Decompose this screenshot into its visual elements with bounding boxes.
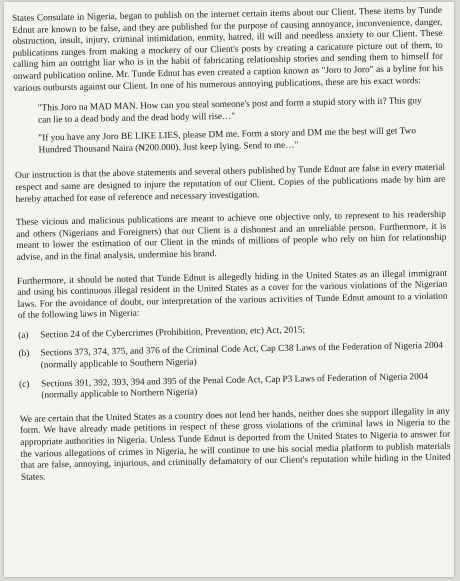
paragraph-malicious: These vicious and malicious publications are meant to achieve one objective only, to represent to his readership and others (Nigerians and Foreigners) that our Client is a dishonest and an unreliable person. Furthermore, it is meant to lower the estimation of our Client in the minds of millions of people who rely on him for relationship advise, and in the final analysis, undermine his brand. xyxy=(15,209,447,263)
list-item xyxy=(18,341,448,372)
document-page xyxy=(4,2,454,577)
paragraph-publications: States Consulate in Nigeria, began to publish on the internet certain items about our Client. These items by Tunde Ednut are known to be false, and they are published for the purpose of causing annoyance, inconvenience, danger, obstruction, insult, injury, criminal intimidation, enmity, hatred, ill will and needless anxiety to our Client. These publications ranges from making a mockery of our Client's posts by creating a caricature picture out of them, to calling him an outright liar who is in the habit of fabricating relationship stories and sending them to himself for onward publication online. Mr. Tunde Ednut has even created a caption known as "Joro to Joro" as a byline for his various outbursts against our Client. In one of his numerous annoying publications, these are his exact words: xyxy=(12,5,444,94)
quote-mad-man: "This Joro na MAD MAN. How can you steal someone's post and form a stupid story with it? This guy can lie to a dead body and the dead body will rise…" xyxy=(37,96,422,126)
document-body xyxy=(12,6,451,494)
list-marker: (b) xyxy=(18,349,30,360)
list-marker: (a) xyxy=(18,330,29,341)
list-item-text: Section 24 of the Cybercrimes (Prohibition, Prevention, etc) Act, 2015; xyxy=(40,325,306,341)
quote-be-like-lies: "If you have any Joro BE LIKE LIES, please DM me. Form a story and DM me the best will get Two Hundred Thousand Naira (₦200.000). Just keep lying. Send to me…" xyxy=(38,126,417,156)
law-list xyxy=(18,323,449,403)
list-item xyxy=(18,323,448,343)
paragraph-illegal-immigrant: Furthermore, it should be noted that Tunde Ednut is allegedly hiding in the United States as an illegal immigrant and using his continuous illegal resident in the United States as a cover for the various violations of the Nigerian laws. For the avoidance of doubt, our interpretation of the various activities of Tunde Ednut amount to a violation of the following laws in Nigeria: xyxy=(17,268,448,322)
list-item-text: Sections 373, 374, 375, and 376 of the Criminal Code Act, Cap C38 Laws of the Federation of Nigeria 2004 (normally applicable to Southern Nigeria) xyxy=(40,341,444,371)
paragraph-instruction: Our instruction is that the above statements and several others published by Tunde Ednut are false in every material respect and same are designed to injure the reputation of our Client. Copies of the publications made by him are hereby attached for ease of reference and necessary investigation. xyxy=(15,163,446,205)
list-item-text: Sections 391, 392, 393, 394 and 395 of the Penal Code Act, Cap P3 Laws of Federation of Nigeria 2004 (normally applicable to Northern Nigeria) xyxy=(41,371,429,401)
list-marker: (c) xyxy=(19,379,30,390)
paragraph-conclusion: We are certain that the United States as a country does not lend her hands, neither does she support illegality in any form. We have already made petitions in respect of these gross violations of the criminal laws in Nigeria to the appropriate authorities in Nigeria. Unless Tunde Ednut is deported from the United States to Nigeria to answer for the various allegations of crimes in Nigeria, he will continue to use his social media platform to publish materials that are false, annoying, injurious, and criminally defamatory of our Client's reputation while hiding in the United States. xyxy=(19,406,451,483)
list-item xyxy=(19,371,449,402)
